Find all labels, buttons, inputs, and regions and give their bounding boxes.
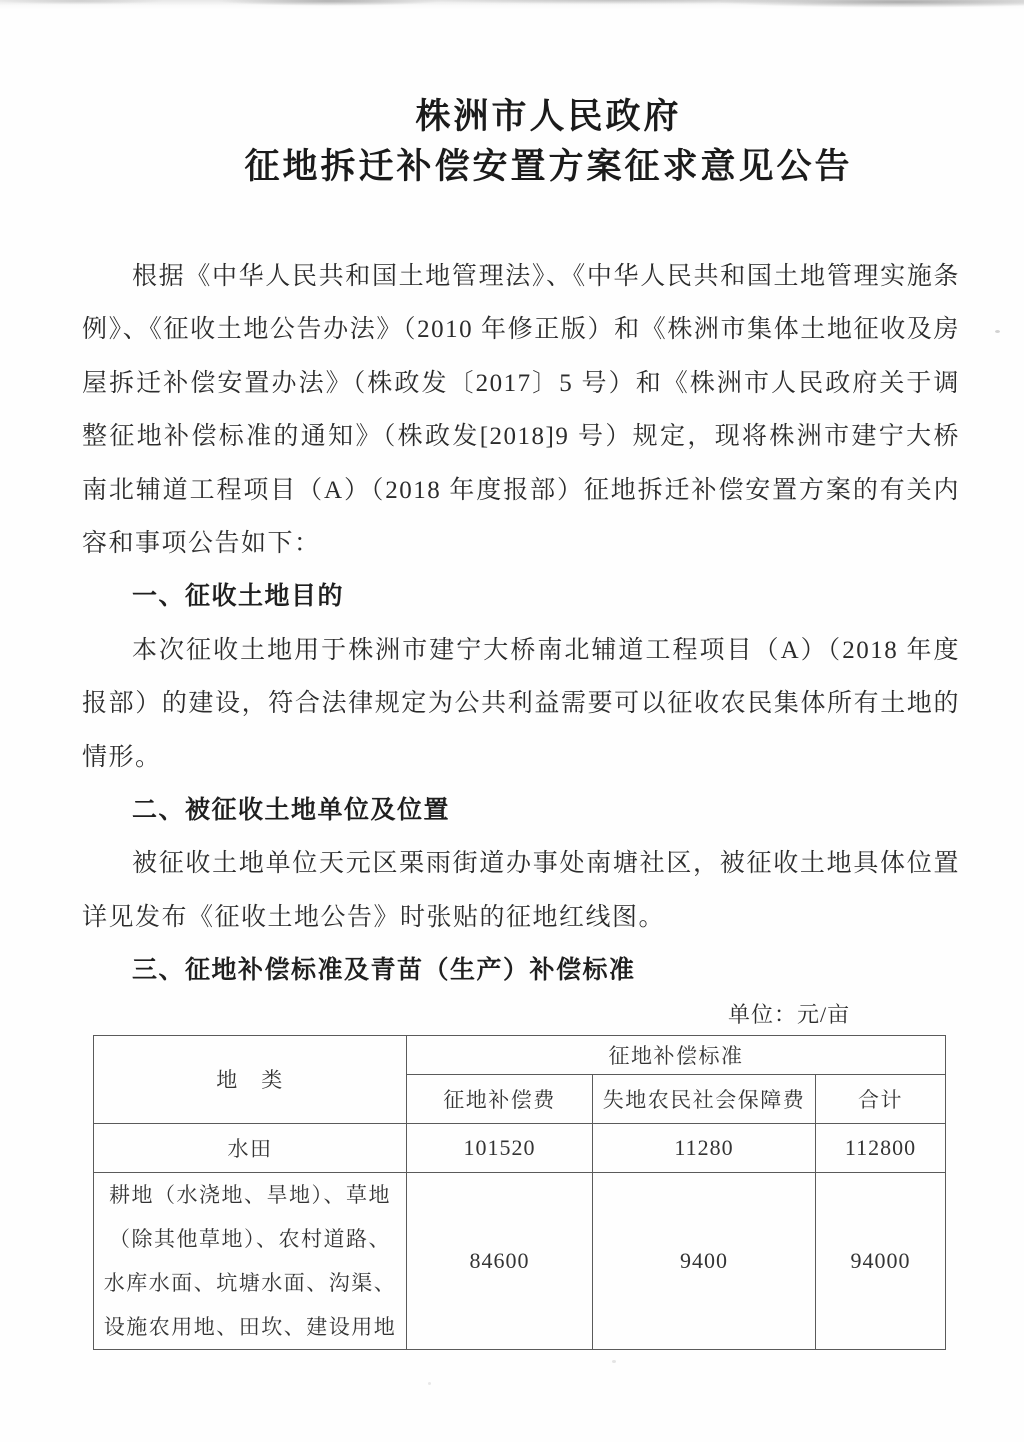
table-row: [94, 1172, 946, 1349]
intro-paragraph: 根据《中华人民共和国土地管理法》、《中华人民共和国土地管理实施条例》、《征收土地公告办法》（2010 年修正版）和《株洲市集体土地征收及房屋拆迁补偿安置办法》（株政发〔2017〕5 号）和《株洲市人民政府关于调整征地补偿标准的通知》（株政发[2018]9 号）规定，现将株洲市建宁大桥南北辅道工程项目（A）（2018 年度报部）征地拆迁补偿安置方案的有关内容和事项公告如下：: [82, 263, 960, 558]
scan-speck: [995, 330, 1000, 333]
cell-land-type: 耕地（水浇地、旱地）、草地（除其他草地）、农村道路、水库水面、坑塘水面、沟渠、设施农用地、田坎、建设用地: [94, 1172, 407, 1349]
table-unit-note: 单位：元/亩: [728, 1001, 851, 1027]
cell-total: 94000: [816, 1172, 946, 1349]
cell-compensation-fee: 84600: [407, 1172, 593, 1349]
header-cell-standard-group: 征地补偿标准: [407, 1035, 946, 1074]
title-line-1: 株洲市人民政府: [415, 97, 682, 136]
table-row: [94, 1123, 946, 1172]
title-line-2: 征地拆迁补偿安置方案征求意见公告: [244, 147, 853, 186]
section1-body: 本次征收土地用于株洲市建宁大桥南北辅道工程项目（A）（2018 年度报部）的建设，符合法律规定为公共利益需要可以征收农民集体所有土地的情形。: [82, 636, 960, 771]
scan-speck: [428, 1382, 431, 1385]
section2-heading: 二、被征收土地单位及位置: [132, 797, 451, 825]
header-cell-compensation-fee: 征地补偿费: [407, 1074, 593, 1123]
cell-total: 112800: [816, 1123, 946, 1172]
header-cell-land-type: 地 类: [94, 1035, 407, 1123]
cell-compensation-fee: 101520: [407, 1123, 593, 1172]
document-body: [82, 250, 960, 998]
table-header-row-1: [94, 1035, 946, 1074]
cell-land-type: 水田: [94, 1123, 407, 1172]
section2-body: 被征收土地单位天元区栗雨街道办事处南塘社区，被征收土地具体位置详见发布《征收土地公告》时张贴的征地红线图。: [82, 850, 960, 931]
cell-social-security-fee: 9400: [593, 1172, 816, 1349]
document-content: [82, 0, 960, 1350]
header-cell-social-security-fee: 失地农民社会保障费: [593, 1074, 816, 1123]
scan-speck: [612, 1360, 616, 1363]
compensation-table: [93, 1035, 946, 1350]
document-title: [82, 92, 960, 192]
cell-social-security-fee: 11280: [593, 1123, 816, 1172]
section1-heading: 一、征收土地目的: [132, 583, 345, 611]
header-cell-total: 合计: [816, 1074, 946, 1123]
section3-heading: 三、征地补偿标准及青苗（生产）补偿标准: [132, 957, 636, 985]
